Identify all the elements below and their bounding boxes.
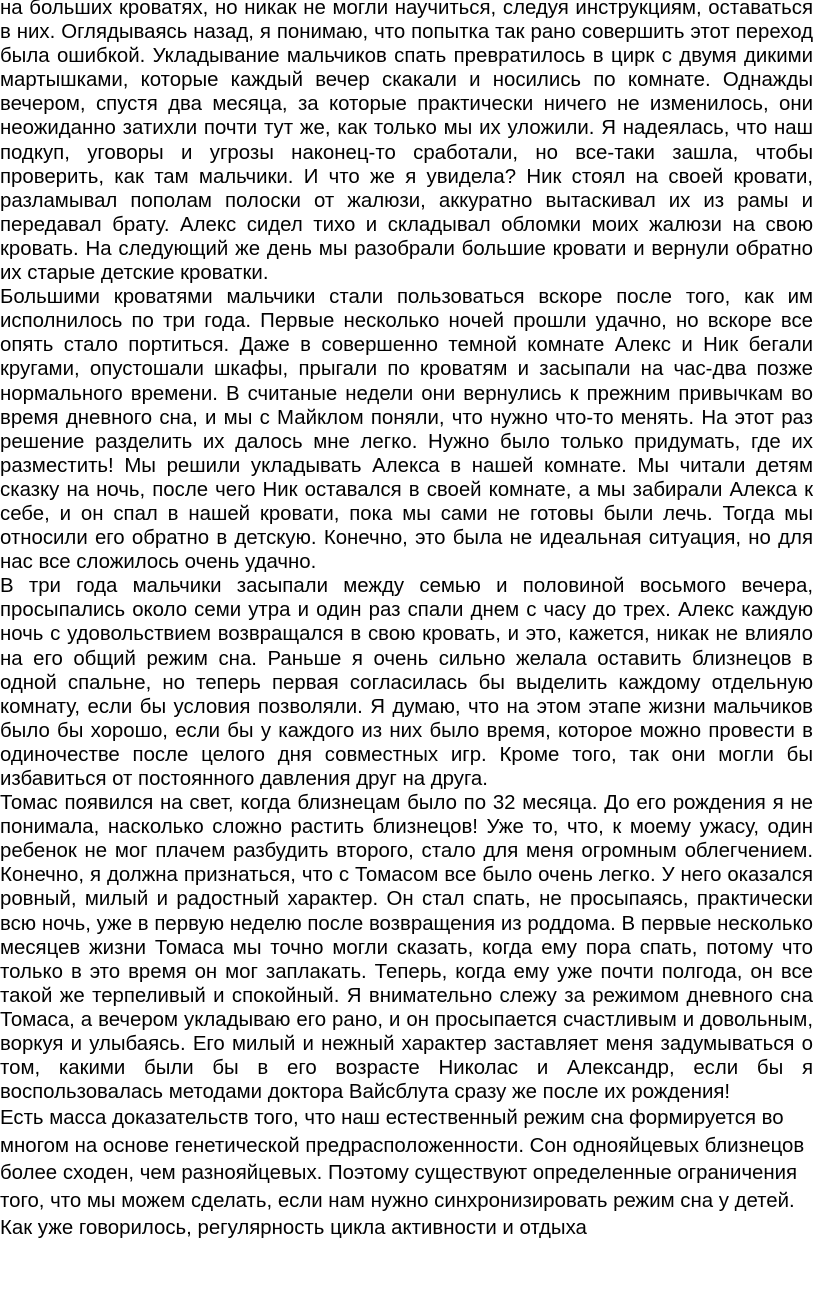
paragraph-4: Томас появился на свет, когда близнецам было по 32 месяца. До его рождения я не понимала, насколько сложно растить близнецов! Уже то, что, к моему ужасу, один ребенок не мог плачем разбудить второго, стало для меня огромным облегчением. Конечно, я должна признаться, что с Томасом все было очень легко. У него оказался ровный, милый и радостный характер. Он стал спать, не просыпаясь, практически всю ночь, уже в первую неделю после возвращения из роддома. В первые несколько месяцев жизни Томаса мы точно могли сказать, когда ему пора спать, потому что только в это время он мог заплакать. Теперь, когда ему уже почти полгода, он все такой же терпеливый и спокойный. Я внимательно слежу за режимом дневного сна Томаса, а вечером укладываю его рано, и он просыпается счастливым и довольным, воркуя и улыбаясь. Его милый и нежный характер заставляет меня задумываться о том, какими были бы в его возрасте Николас и Александр, если бы я воспользовалась методами доктора Вайсблута сразу же после их рождения! bbox=[0, 792, 813, 1104]
paragraph-3: В три года мальчики засыпали между семью и половиной восьмого вечера, просыпались около семи утра и один раз спали днем с часу до трех. Алекс каждую ночь с удовольствием возвращался в свою кровать, и это, кажется, никак не влияло на его общий режим сна. Раньше я очень сильно желала оставить близнецов в одной спальне, но теперь первая согласилась бы выделить каждому отдельную комнату, если бы условия позволяли. Я думаю, что на этом этапе жизни мальчиков было бы хорошо, если бы у каждого из них было время, которое можно провести в одиночестве после целого дня совместных игр. Кроме того, так они могли бы избавиться от постоянного давления друг на друга. bbox=[0, 575, 813, 790]
paragraph-5: Есть масса доказательств того, что наш естественный режим сна формируется во многом на основе генетической предрасположенности. Сон однояйцевых близнецов более сходен, чем разнояйцевых. Поэтому существуют определенные ограничения того, что мы можем сделать, если нам нужно синхронизировать режим сна у детей. Как уже говорилось, регулярность цикла активности и отдыха bbox=[0, 1107, 805, 1239]
paragraph-1: на больших кроватях, но никак не могли научиться, следуя инструкциям, оставаться в них. Оглядываясь назад, я понимаю, что попытка так рано совершить этот переход была ошибкой. Укладывание мальчиков спать превратилось в цирк с двумя дикими мартышками, которые каждый вечер скакали и носились по комнате. Однажды вечером, спустя два месяца, за которые практически ничего не изменилось, они неожиданно затихли почти тут же, как только мы их уложили. Я надеялась, что наш подкуп, уговоры и угрозы наконец-то сработали, но все-таки зашла, чтобы проверить, как там мальчики. И что же я увидела? Ник стоял на своей кровати, разламывал пополам полоски от жалюзи, аккуратно вытаскивал их из рамы и передавал брату. Алекс сидел тихо и складывал обломки моих жалюзи на свою кровать. На следующий же день мы разобрали большие кровати и вернули обратно их старые детские кроватки. bbox=[0, 0, 813, 285]
paragraph-2: Большими кроватями мальчики стали пользоваться вскоре после того, как им исполнилось по три года. Первые несколько ночей прошли удачно, но вскоре все опять стало портиться. Даже в совершенно темной комнате Алекс и Ник бегали кругами, опустошали шкафы, прыгали по кроватям и засыпали на час-два позже нормального времени. В считаные недели они вернулись к прежним привычкам во время дневного сна, и мы с Майклом поняли, что нужно что-то менять. На этот раз решение разделить их далось мне легко. Нужно было только придумать, где их разместить! Мы решили укладывать Алекса в нашей комнате. Мы читали детям сказку на ночь, после чего Ник оставался в своей комнате, а мы забирали Алекса к себе, и он спал в нашей кровати, пока мы сами не готовы были лечь. Тогда мы относили его обратно в детскую. Конечно, это была не идеальная ситуация, но для нас все сложилось очень удачно. bbox=[0, 286, 813, 574]
